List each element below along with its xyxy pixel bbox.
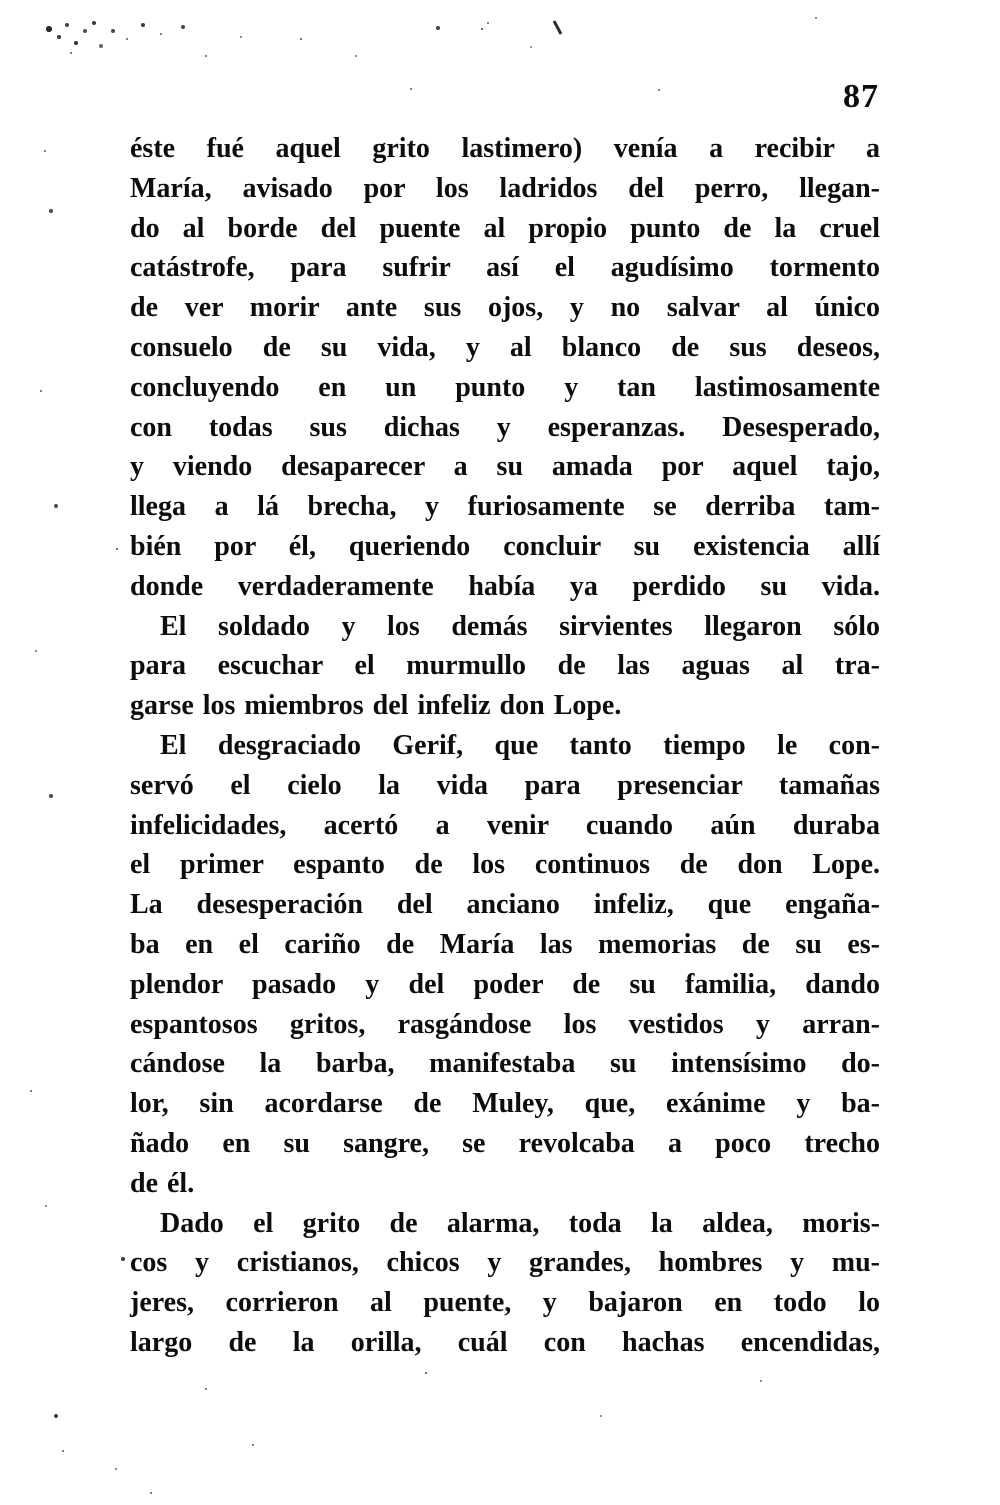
text-line: el primer espanto de los continuos de don Lope.	[130, 849, 880, 881]
scan-noise-stroke	[553, 20, 563, 35]
text-line: de él.	[130, 1167, 195, 1199]
text-line: infelicidades, acertó a venir cuando aún duraba	[130, 809, 880, 841]
text-line: María, avisado por los ladridos del perro, llegan-	[130, 172, 880, 204]
text-line: ba en el cariño de María las memorias de su es-	[130, 928, 880, 960]
scan-noise-specks	[0, 0, 2, 2]
text-line: jeres, corrieron al puente, y bajaron en todo lo	[130, 1287, 880, 1319]
text-line: éste fué aquel grito lastimero) venía a recibir a	[130, 133, 880, 164]
text-line: con todas sus dichas y esperanzas. Desesperado,	[130, 411, 880, 443]
text-line: La desesperación del anciano infeliz, que engaña-	[130, 889, 880, 921]
text-line: El desgraciado Gerif, que tanto tiempo le con-	[160, 729, 880, 761]
text-line: lor, sin acordarse de Muley, que, exánime y ba-	[130, 1088, 880, 1120]
text-line: ñado en su sangre, se revolcaba a poco trecho	[130, 1127, 880, 1159]
text-line: espantosos gritos, rasgándose los vestidos y arran-	[130, 1008, 880, 1040]
text-line: y viendo desaparecer a su amada por aquel tajo,	[130, 451, 880, 483]
text-line: cándose la barba, manifestaba su intensísimo do-	[130, 1048, 880, 1080]
text-line: donde verdaderamente había ya perdido su vida.	[130, 570, 880, 602]
text-line: garse los miembros del infeliz don Lope.	[130, 690, 622, 722]
text-line: El soldado y los demás sirvientes llegaron sólo	[160, 610, 880, 642]
text-line: plendor pasado y del poder de su familia, dando	[130, 968, 880, 1000]
page-number: 87	[843, 78, 879, 115]
text-line: bién por él, queriendo concluir su existencia allí	[130, 530, 880, 562]
text-line: do al borde del puente al propio punto de la cruel	[130, 212, 880, 244]
text-line: llega a lá brecha, y furiosamente se derriba tam-	[130, 491, 880, 523]
text-block	[130, 129, 880, 1363]
text-line: para escuchar el murmullo de las aguas al tra-	[130, 650, 880, 682]
text-line: servó el cielo la vida para presenciar tamañas	[130, 769, 880, 801]
text-line: concluyendo en un punto y tan lastimosamente	[130, 371, 880, 403]
text-line: Dado el grito de alarma, toda la aldea, moris-	[160, 1207, 880, 1239]
text-line: consuelo de su vida, y al blanco de sus deseos,	[130, 331, 880, 363]
text-line: cos y cristianos, chicos y grandes, hombres y mu-	[130, 1247, 880, 1279]
text-line: de ver morir ante sus ojos, y no salvar al único	[130, 292, 880, 324]
text-line: catástrofe, para sufrir así el agudísimo tormento	[130, 252, 880, 284]
text-line: largo de la orilla, cuál con hachas encendidas,	[130, 1326, 880, 1358]
